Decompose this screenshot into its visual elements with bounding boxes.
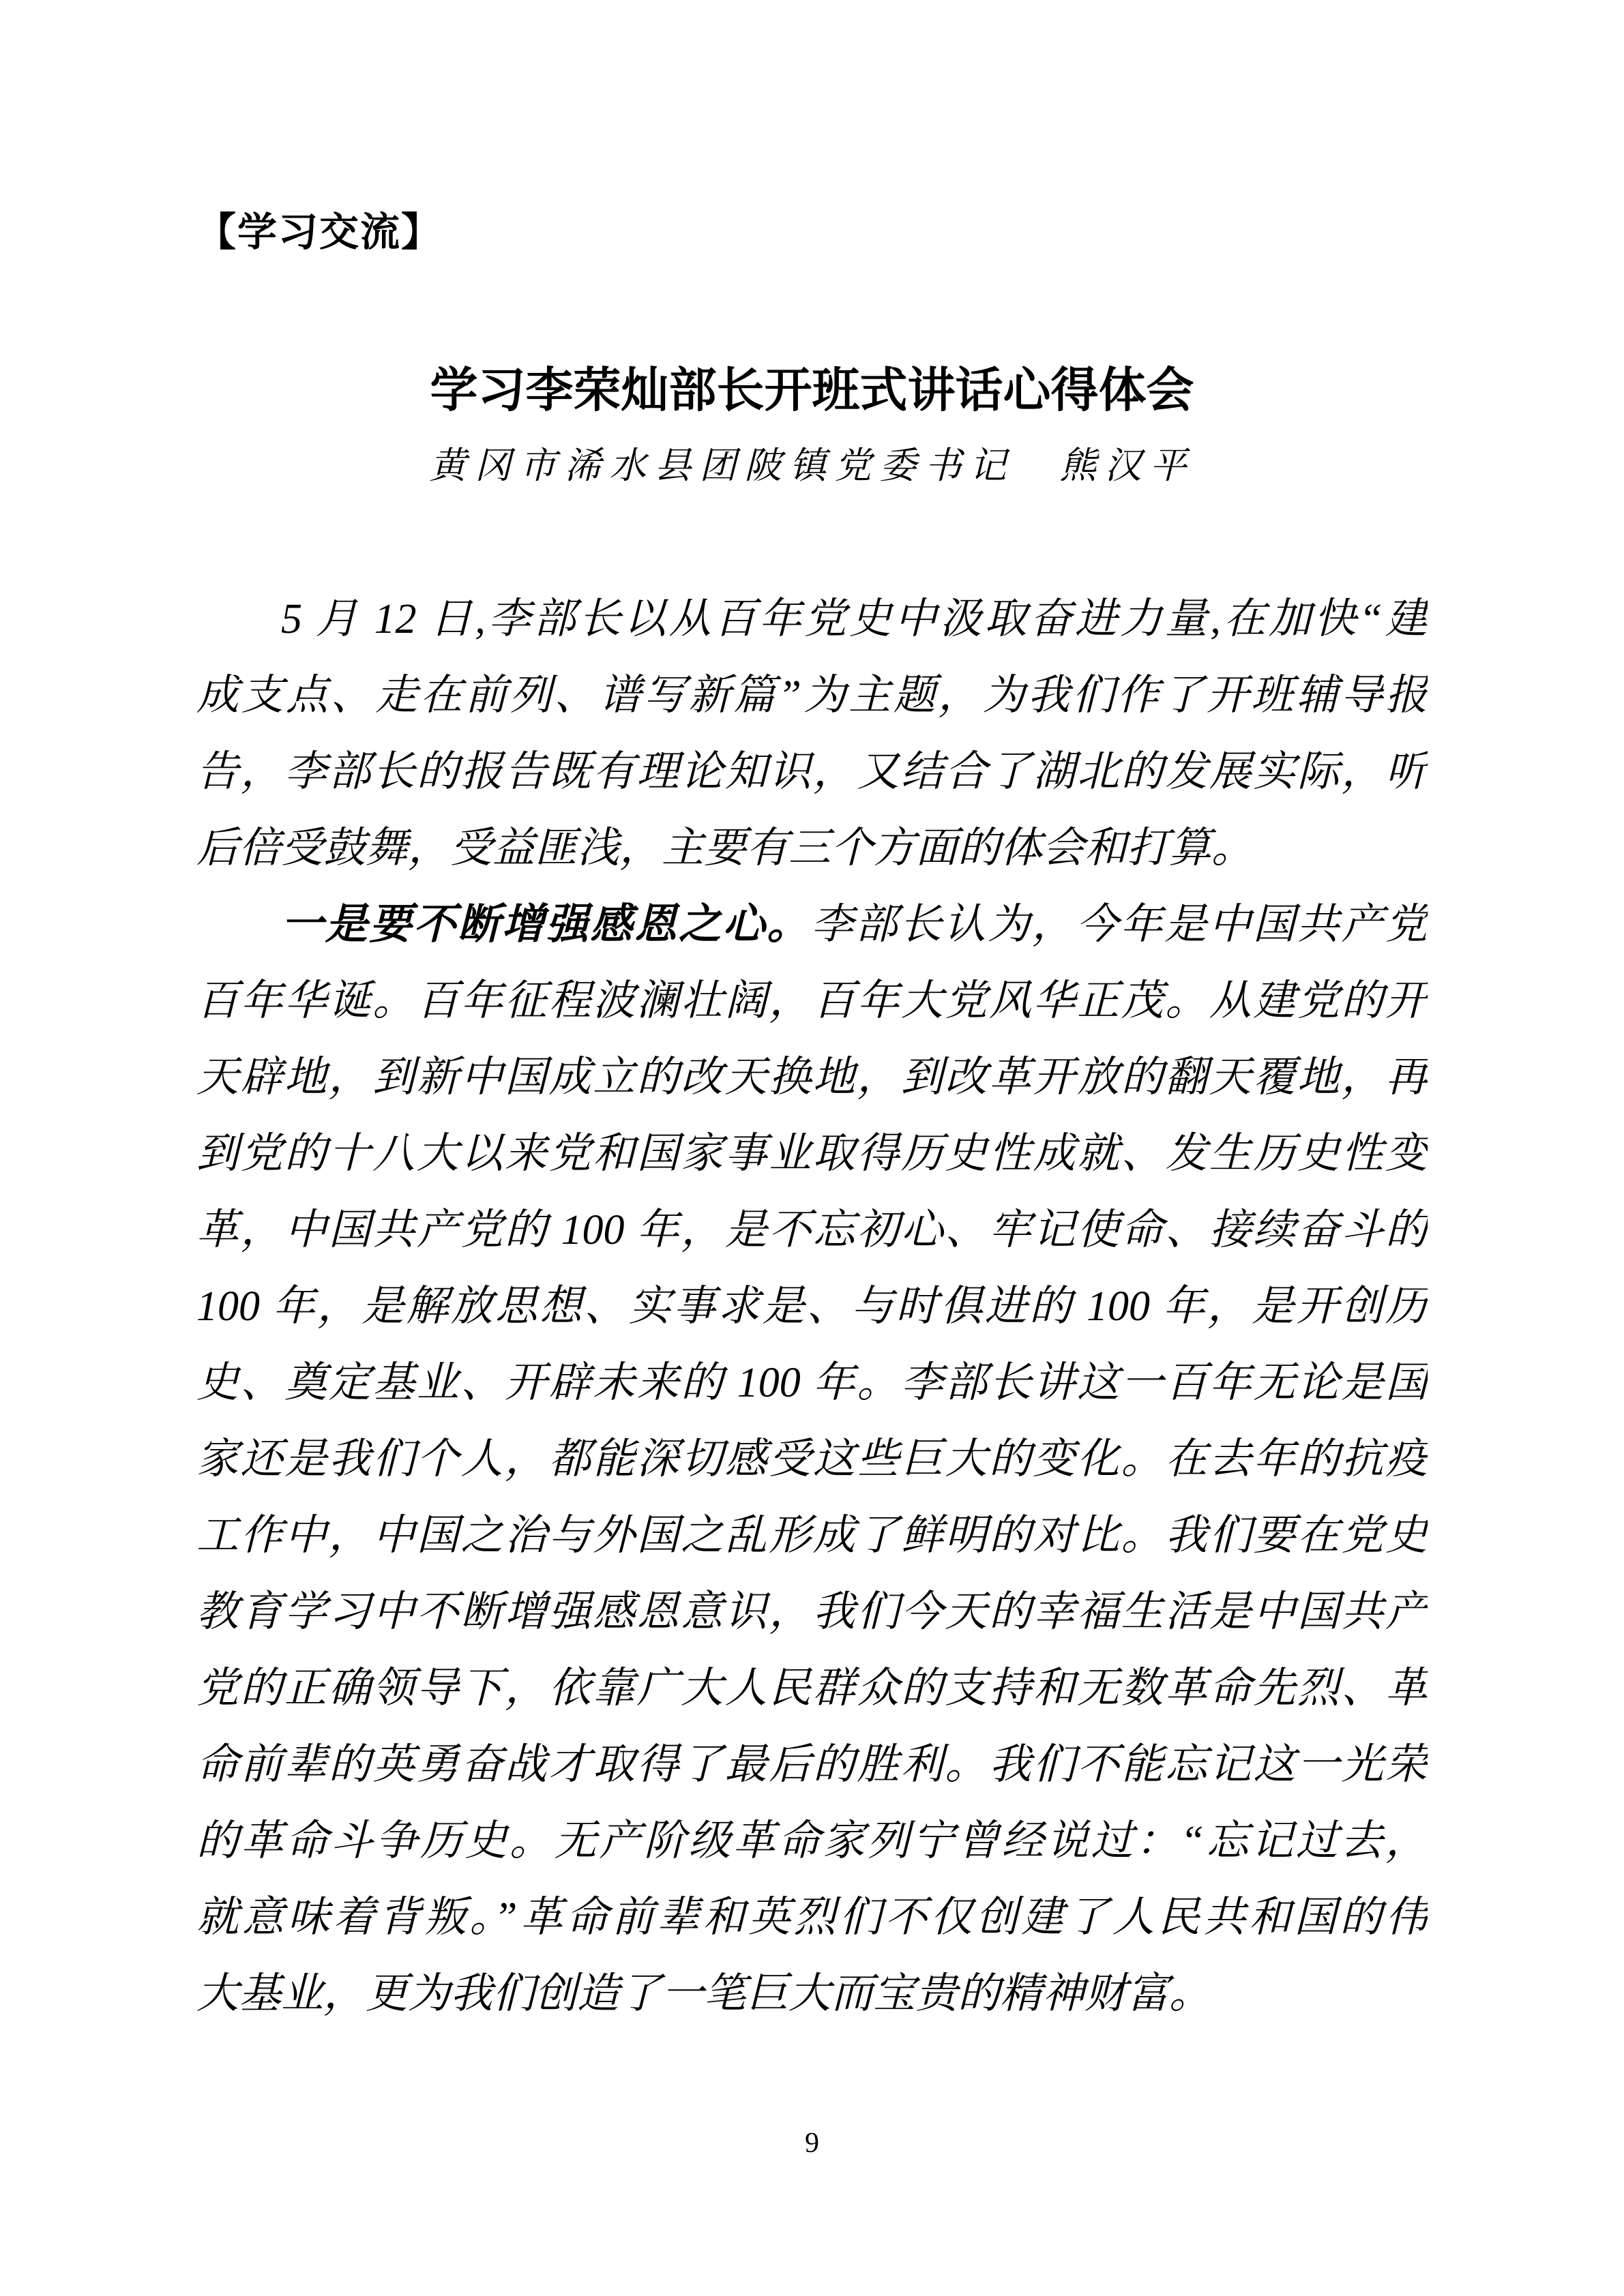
body-line <box>196 1727 1428 1803</box>
body-text: 到党的十八大以来党和国家事业取得历史性成就、发生历史性变 <box>196 1131 1428 1177</box>
body-emphasis-text: 一是要不断增强感恩之心。 <box>281 901 812 948</box>
body-line <box>196 1039 1428 1116</box>
article-byline: 黄冈市浠水县团陂镇党委书记 熊汉平 <box>429 445 1195 486</box>
body-text: 家还是我们个人，都能深切感受这些巨大的变化。在去年的抗疫 <box>196 1436 1428 1482</box>
body-line <box>196 734 1428 810</box>
section-tag: 【学习交流】 <box>196 210 443 254</box>
body-text: 李部长认为，今年是中国共产党 <box>811 901 1428 948</box>
body-line <box>196 1268 1428 1345</box>
body-text: 天辟地，到新中国成立的改天换地，到改革开放的翻天覆地，再 <box>196 1054 1428 1101</box>
page-number: 9 <box>805 2128 819 2159</box>
body-text: 党的正确领导下，依靠广大人民群众的支持和无数革命先烈、革 <box>196 1665 1428 1712</box>
body-text: 百年华诞。百年征程波澜壮阔，百年大党风华正茂。从建党的开 <box>196 978 1428 1024</box>
body-text: 告，李部长的报告既有理论知识，又结合了湖北的发展实际，听 <box>196 749 1428 795</box>
body-line <box>196 1879 1428 1956</box>
body-line <box>196 1574 1428 1650</box>
body-line <box>196 1956 1428 2032</box>
body-line <box>196 581 1428 657</box>
body-line <box>196 1421 1428 1497</box>
body-line <box>196 1345 1428 1421</box>
body-text: 革，中国共产党的 100 年，是不忘初心、牢记使命、接续奋斗的 <box>196 1207 1428 1253</box>
body-text: 命前辈的英勇奋战才取得了最后的胜利。我们不能忘记这一光荣 <box>196 1742 1428 1788</box>
body-text: 后倍受鼓舞，受益匪浅，主要有三个方面的体会和打算。 <box>196 825 1254 871</box>
body-text: 史、奠定基业、开辟未来的 100 年。李部长讲这一百年无论是国 <box>196 1360 1428 1406</box>
article-body <box>196 581 1428 2032</box>
body-line <box>196 1497 1428 1574</box>
body-text: 的革命斗争历史。无产阶级革命家列宁曾经说过：“忘记过去， <box>196 1818 1428 1864</box>
body-text: 大基业，更为我们创造了一笔巨大而宝贵的精神财富。 <box>196 1971 1212 2017</box>
body-text: 就意味着背叛。”革命前辈和英烈们不仅创建了人民共和国的伟 <box>196 1894 1428 1941</box>
body-text: 教育学习中不断增强感恩意识，我们今天的幸福生活是中国共产 <box>196 1589 1428 1635</box>
body-text: 5 月 12 日,李部长以从百年党史中汲取奋进力量,在加快“建 <box>281 596 1428 642</box>
body-line <box>196 657 1428 734</box>
body-text: 工作中，中国之治与外国之乱形成了鲜明的对比。我们要在党史 <box>196 1512 1428 1559</box>
body-line <box>196 1192 1428 1268</box>
body-line <box>196 1803 1428 1879</box>
body-text: 100 年，是解放思想、实事求是、与时俱进的 100 年，是开创历 <box>196 1283 1428 1330</box>
body-text: 成支点、走在前列、谱写新篇”为主题，为我们作了开班辅导报 <box>196 672 1428 719</box>
article-title: 学习李荣灿部长开班式讲话心得体会 <box>430 365 1194 417</box>
body-line <box>196 1650 1428 1727</box>
body-line <box>196 963 1428 1039</box>
body-line <box>196 1116 1428 1192</box>
body-line <box>196 810 1428 886</box>
body-line <box>196 886 1428 963</box>
